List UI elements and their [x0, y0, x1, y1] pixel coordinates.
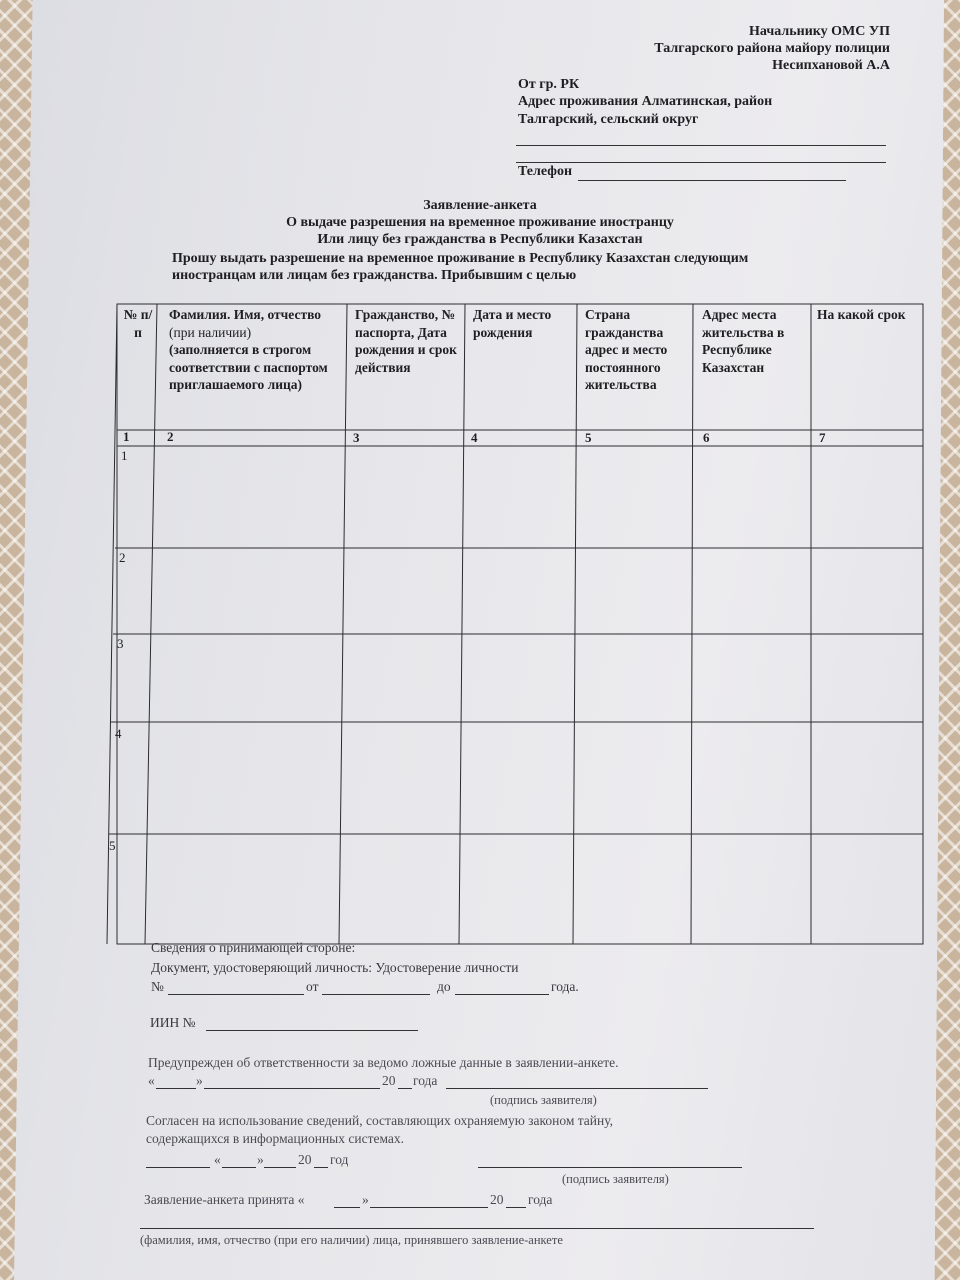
date2-close: » — [257, 1152, 264, 1167]
iin-blank[interactable] — [206, 1030, 418, 1031]
consent-line-1: Согласен на использование сведений, составляющих охраняемую законом тайну, — [146, 1113, 614, 1128]
accepted-day-blank[interactable] — [334, 1207, 360, 1208]
row-number-3: 3 — [117, 636, 124, 651]
header-name-main: Фамилия. Имя, отчество — [169, 307, 322, 322]
column-number-3: 3 — [353, 430, 360, 445]
date1-month-blank[interactable] — [204, 1088, 380, 1089]
accepted-year-prefix: 20 — [490, 1192, 504, 1207]
date2-year-label: год — [330, 1152, 349, 1167]
signature1-caption: (подпись заявителя) — [490, 1093, 597, 1107]
header-country: Страна гражданства адрес и место постоянного жительства — [585, 307, 668, 392]
header-kz-address: Адрес места жительства в Республике Казахстан — [702, 307, 785, 375]
date2-year-blank[interactable] — [314, 1167, 328, 1168]
header-name-note: (заполняется в строгом соответствии с паспортом приглашаемого лица) — [169, 342, 328, 392]
id-document-label: Документ, удостоверяющий личность: Удостоверение личности — [151, 960, 519, 975]
signature2-blank[interactable] — [478, 1167, 742, 1168]
date2-month-blank[interactable] — [264, 1167, 296, 1168]
accepted-year-blank[interactable] — [506, 1207, 526, 1208]
header-citizenship: Гражданство, № паспорта, Дата рождения и срок действия — [355, 307, 457, 375]
header-birth: Дата и место рождения — [473, 307, 552, 340]
applicant-address-2: Талгарский, сельский округ — [518, 112, 699, 127]
address-blank-line-1[interactable] — [516, 145, 886, 146]
iin-label: ИИН № — [150, 1015, 196, 1030]
doc-from-label: от — [306, 979, 319, 994]
date1-year-prefix: 20 — [382, 1073, 396, 1088]
row-number-1: 1 — [121, 448, 128, 463]
applicant-from: От гр. РК — [518, 77, 580, 92]
row-number-4: 4 — [115, 726, 122, 741]
date2-place-blank[interactable] — [146, 1167, 210, 1168]
doc-from-blank[interactable] — [322, 994, 430, 995]
applicants-table — [105, 298, 925, 948]
addressee-line-3: Несипхановой А.А — [772, 58, 890, 73]
accepted-month-blank[interactable] — [370, 1207, 488, 1208]
column-number-2: 2 — [167, 429, 174, 444]
column-number-4: 4 — [471, 430, 478, 445]
column-number-5: 5 — [585, 430, 592, 445]
column-number-1: 1 — [123, 429, 130, 444]
date2-open: « — [214, 1152, 221, 1167]
signature2-caption: (подпись заявителя) — [562, 1172, 669, 1186]
phone-blank-line[interactable] — [578, 180, 846, 181]
date1-year-label: года — [413, 1073, 438, 1088]
header-term: На какой срок — [817, 307, 906, 322]
header-name — [169, 306, 344, 394]
addressee-line-1: Начальнику ОМС УП — [749, 24, 890, 39]
address-blank-line-2[interactable] — [516, 162, 886, 163]
form-title: Заявление-анкета — [423, 198, 537, 213]
doc-to-blank[interactable] — [455, 994, 549, 995]
date1-year-blank[interactable] — [398, 1088, 412, 1089]
doc-to-label: до — [437, 979, 451, 994]
column-number-6: 6 — [703, 430, 710, 445]
phone-label: Телефон — [518, 164, 573, 179]
doc-year-label: года. — [551, 979, 579, 994]
date1-close: » — [196, 1073, 203, 1088]
doc-number-blank[interactable] — [168, 994, 304, 995]
header-number: № п/п — [123, 307, 153, 340]
accepted-label: Заявление-анкета принята « — [144, 1192, 305, 1207]
row-number-2: 2 — [119, 550, 126, 565]
host-info-label: Сведения о принимающей стороне: — [151, 940, 356, 955]
consent-line-2: содержащихся в информационных системах. — [146, 1131, 405, 1146]
row-number-5: 5 — [109, 838, 116, 853]
column-number-7: 7 — [819, 430, 826, 445]
doc-number-label: № — [151, 979, 164, 994]
date1-open: « — [148, 1073, 155, 1088]
accepted-close: » — [362, 1192, 369, 1207]
request-line-2: иностранцам или лицам без гражданства. Прибывшим с целью — [172, 268, 577, 283]
accepter-name-blank[interactable] — [140, 1228, 814, 1229]
addressee-line-2: Талгарского района майору полиции — [654, 41, 890, 56]
accepted-year-label: года — [528, 1192, 553, 1207]
table-grid-lines — [105, 298, 925, 948]
date1-day-blank[interactable] — [156, 1088, 196, 1089]
applicant-address-1: Адрес проживания Алматинская, район — [518, 94, 773, 109]
date2-day-blank[interactable] — [222, 1167, 256, 1168]
warning-text: Предупрежден об ответственности за ведомо ложные данные в заявлении-анкете. — [148, 1055, 619, 1070]
accepter-caption: (фамилия, имя, отчество (при его наличии) лица, принявшего заявление-анкете — [140, 1233, 563, 1247]
request-line-1: Прошу выдать разрешение на временное проживание в Республику Казахстан следующим — [172, 251, 749, 266]
header-name-optional: (при наличии) — [169, 324, 252, 340]
date2-year-prefix: 20 — [298, 1152, 312, 1167]
form-subtitle-2: Или лицу без гражданства в Республики Казахстан — [317, 232, 643, 247]
signature1-blank[interactable] — [446, 1088, 708, 1089]
form-subtitle-1: О выдаче разрешения на временное проживание иностранцу — [286, 215, 674, 230]
